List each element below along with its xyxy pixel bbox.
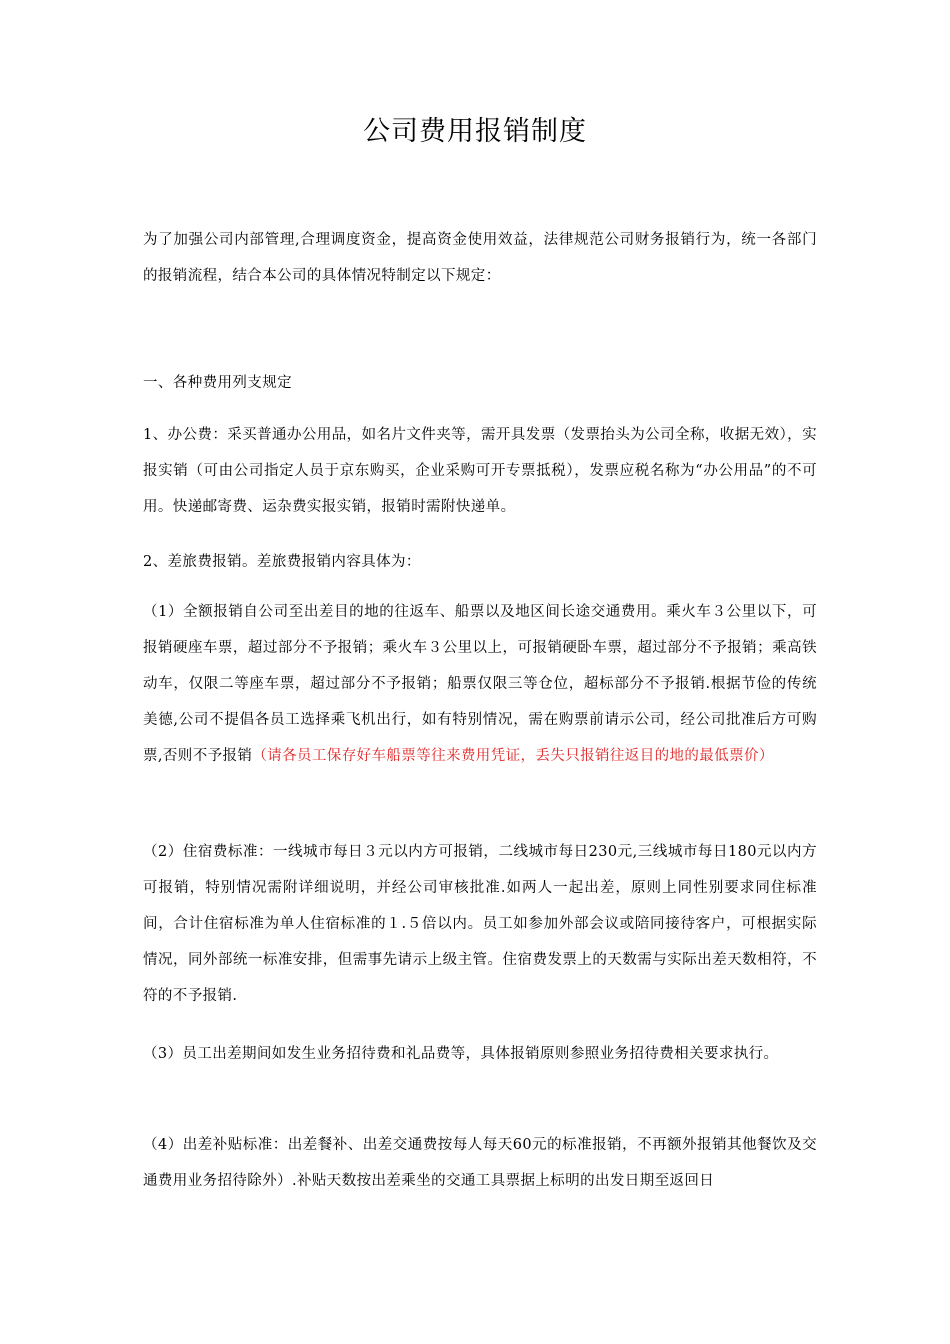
transport-reimbursement-paragraph (143, 594, 817, 774)
ticket-retention-notice: （请各员工保存好车船票等往来费用凭证，丢失只报销往返目的地的最低票价） (252, 748, 774, 764)
office-expense-paragraph: 1、办公费：采买普通办公用品，如名片文件夹等，需开具发票（发票抬头为公司全称，收据无效），实报实销（可由公司指定人员于京东购买，企业采购可开专票抵税），发票应税名称为“办公用品”的不可用。快递邮寄费、运杂费实报实销，报销时需附快递单。 (143, 427, 817, 515)
transport-rule-text: （1）全额报销自公司至出差目的地的往返车、船票以及地区间长途交通费用。乘火车３公里以下，可报销硬座车票，超过部分不予报销；乘火车３公里以上，可报销硬卧车票，超过部分不予报销；乘高铁动车，仅限二等座车票，超过部分不予报销；船票仅限三等仓位，超标部分不予报销.根据节俭的传统美德,公司不提倡各员工选择乘飞机出行，如有特别情况，需在购票前请示公司，经公司批准后方可购票,否则不予报销 (143, 604, 817, 764)
intro-paragraph: 为了加强公司内部管理,合理调度资金，提高资金使用效益，法律规范公司财务报销行为，统一各部门的报销流程，结合本公司的具体情况特制定以下规定： (143, 232, 817, 284)
section-heading-expense-rules: 一、各种费用列支规定 (143, 375, 292, 391)
travel-expense-paragraph: 2、差旅费报销。差旅费报销内容具体为： (143, 554, 421, 570)
document-title: 公司费用报销制度 (363, 116, 587, 147)
business-entertainment-paragraph: （3）员工出差期间如发生业务招待费和礼品费等，具体报销原则参照业务招待费相关要求执行。 (143, 1046, 779, 1062)
travel-allowance-paragraph: （4）出差补贴标准：出差餐补、出差交通费按每人每天60元的标准报销，不再额外报销其他餐饮及交通费用业务招待除外）.补贴天数按出差乘坐的交通工具票据上标明的出发日期至返回日 (143, 1137, 817, 1189)
accommodation-standard-paragraph: （2）住宿费标准：一线城市每日３元以内方可报销，二线城市每日230元,三线城市每日180元以内方可报销，特别情况需附详细说明，并经公司审核批准.如两人一起出差，原则上同性别要求同住标准间，合计住宿标准为单人住宿标准的１.５倍以内。员工如参加外部会议或陪同接待客户，可根据实际情况，同外部统一标准安排，但需事先请示上级主管。住宿费发票上的天数需与实际出差天数相符，不符的不予报销. (143, 844, 817, 1004)
